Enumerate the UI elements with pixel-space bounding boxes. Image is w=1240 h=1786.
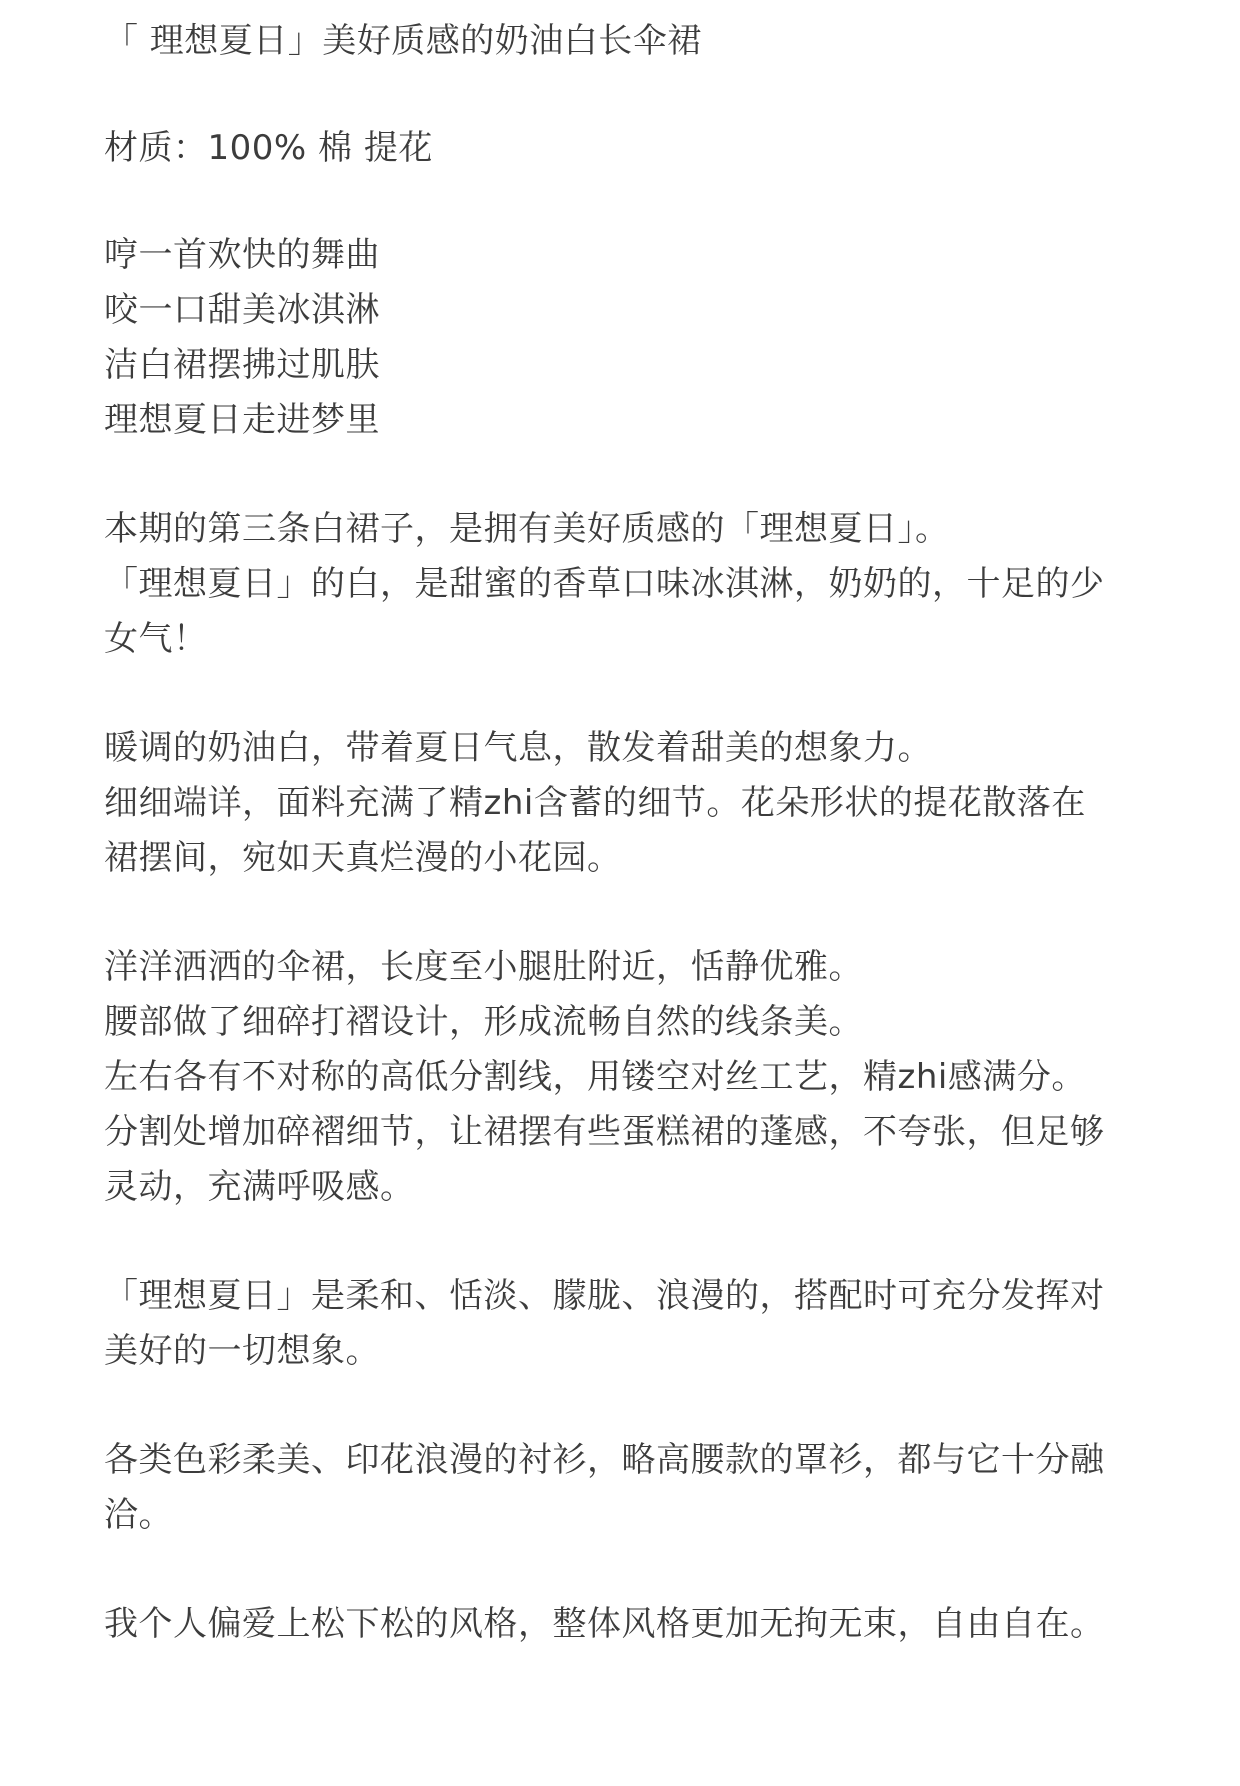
spacer [104, 1543, 1150, 1597]
spacer [104, 886, 1150, 940]
paragraph-3 [104, 940, 1150, 1215]
paragraph-line: 女气！ [104, 619, 208, 659]
poem-line: 咬一口甜美冰淇淋 [104, 290, 380, 330]
paragraph-line: 各类色彩柔美、印花浪漫的衬衫，略高腰款的罩衫，都与它十分融 [104, 1440, 1105, 1480]
paragraph-line: 细细端详，面料充满了精zhi含蓄的细节。花朵形状的提花散落在 [104, 783, 1086, 823]
paragraph-2 [104, 721, 1150, 886]
paragraph-1 [104, 502, 1150, 667]
poem-line: 哼一首欢快的舞曲 [104, 235, 380, 275]
paragraph-6 [104, 1597, 1150, 1652]
paragraph-line: 左右各有不对称的高低分割线，用镂空对丝工艺，精zhi感满分。 [104, 1057, 1086, 1097]
paragraph-line: 美好的一切想象。 [104, 1331, 380, 1371]
material-line: 材质：100% 棉 提花 [104, 128, 433, 168]
paragraph-line: 灵动，充满呼吸感。 [104, 1167, 415, 1207]
paragraph-line: 洽。 [104, 1495, 173, 1535]
spacer [104, 1215, 1150, 1269]
paragraph-line: 分割处增加碎褶细节，让裙摆有些蛋糕裙的蓬感，不夸张，但足够 [104, 1112, 1105, 1152]
spacer [104, 69, 1150, 121]
poem-line: 洁白裙摆拂过肌肤 [104, 345, 380, 385]
paragraph-4 [104, 1269, 1150, 1379]
paragraph-line: 「理想夏日」是柔和、恬淡、朦胧、浪漫的，搭配时可充分发挥对 [104, 1276, 1105, 1316]
spacer [104, 448, 1150, 502]
article-title: 「 理想夏日」美好质感的奶油白长伞裙 [104, 21, 702, 61]
paragraph-5 [104, 1433, 1150, 1543]
paragraph-line: 洋洋洒洒的伞裙，长度至小腿肚附近，恬静优雅。 [104, 947, 863, 987]
paragraph-line: 「理想夏日」的白，是甜蜜的香草口味冰淇淋，奶奶的，十足的少 [104, 564, 1105, 604]
paragraph-line: 本期的第三条白裙子，是拥有美好质感的「理想夏日」。 [104, 509, 950, 549]
spacer [104, 667, 1150, 721]
poem-block [104, 228, 1150, 448]
spacer [104, 1379, 1150, 1433]
paragraph-line: 腰部做了细碎打褶设计，形成流畅自然的线条美。 [104, 1002, 863, 1042]
paragraph-line: 我个人偏爱上松下松的风格，整体风格更加无拘无束，自由自在。 [104, 1604, 1105, 1644]
paragraph-line: 暖调的奶油白，带着夏日气息，散发着甜美的想象力。 [104, 728, 932, 768]
spacer [104, 176, 1150, 228]
poem-line: 理想夏日走进梦里 [104, 400, 380, 440]
paragraph-line: 裙摆间，宛如天真烂漫的小花园。 [104, 838, 622, 878]
